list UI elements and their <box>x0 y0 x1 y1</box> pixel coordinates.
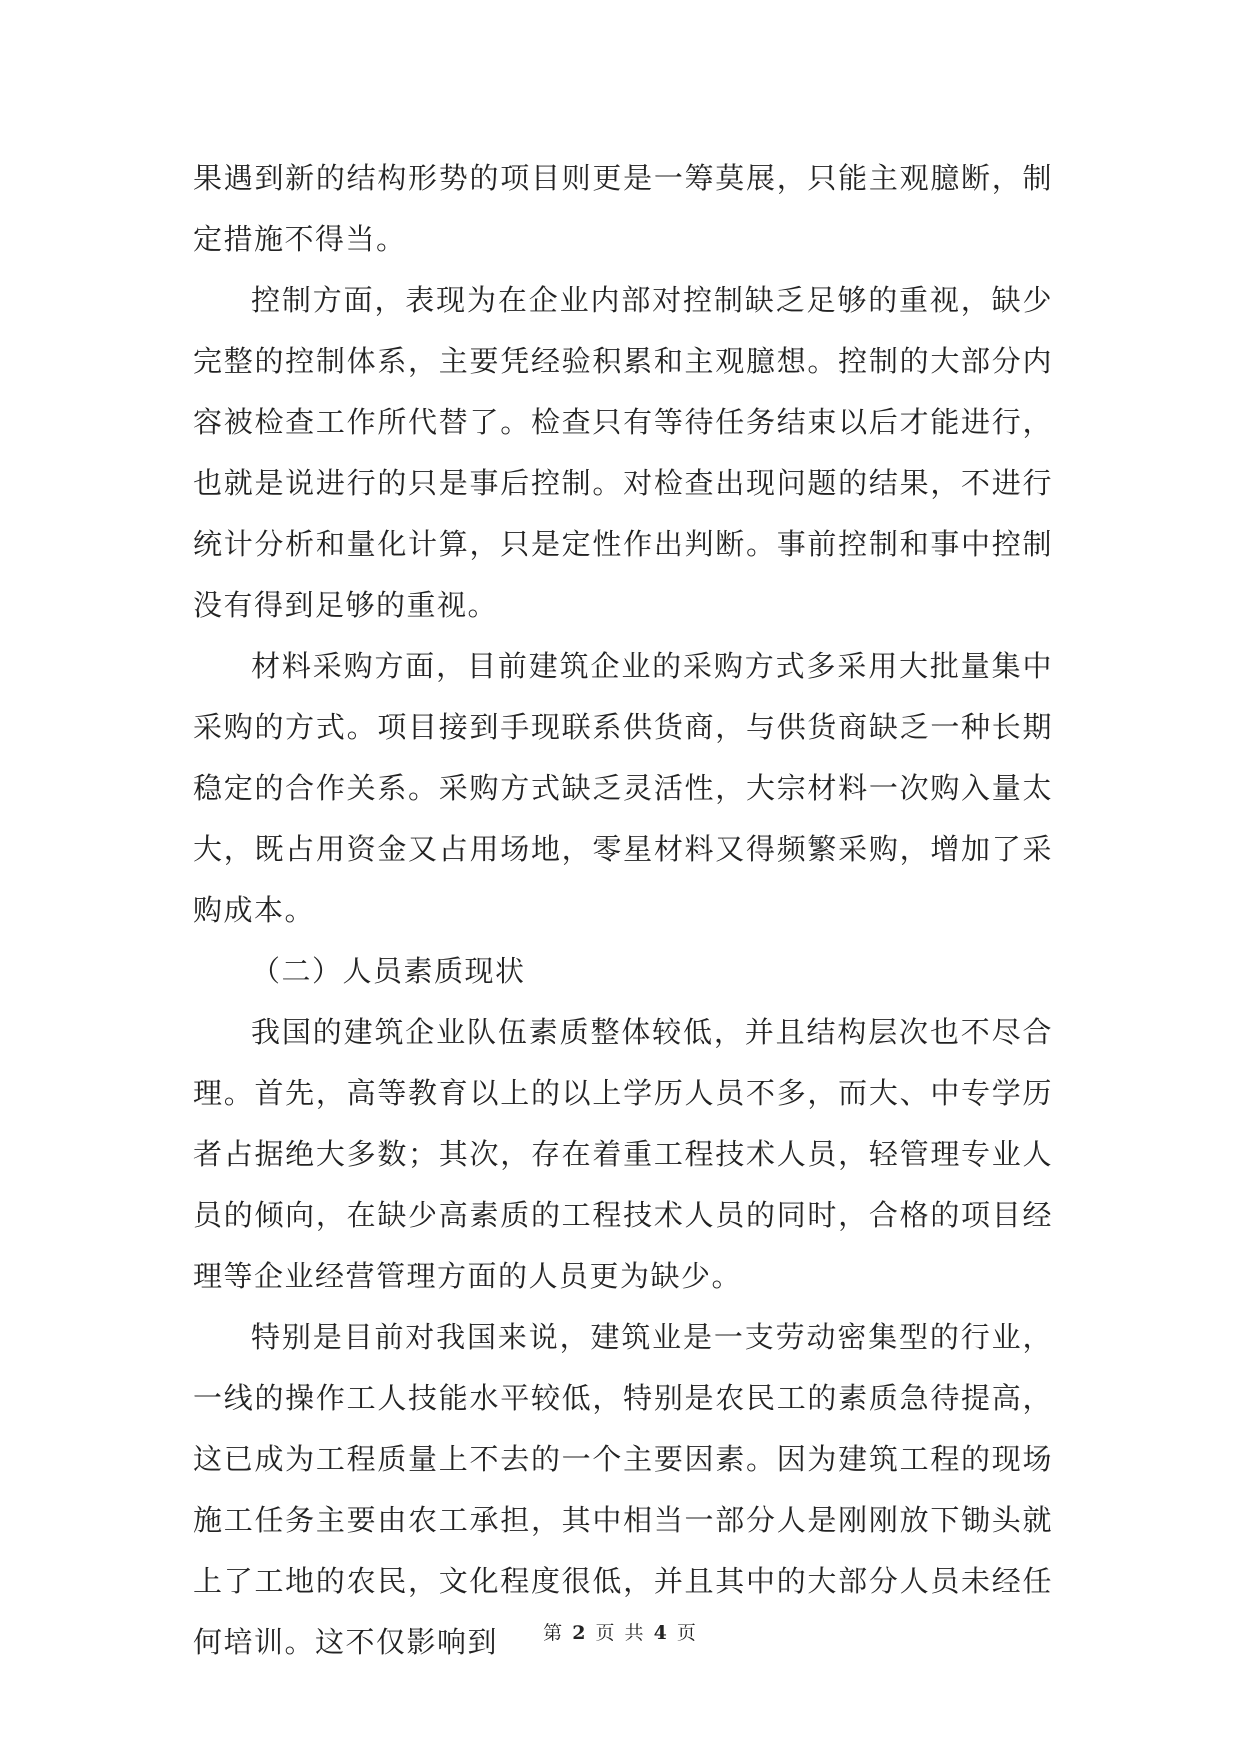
footer-middle: 页 共 <box>595 1622 646 1644</box>
document-body <box>193 148 1053 1673</box>
page-footer <box>0 1618 1241 1645</box>
footer-suffix: 页 <box>676 1622 698 1644</box>
footer-total-pages: 4 <box>653 1622 669 1644</box>
paragraph-workers: 特别是目前对我国来说，建筑业是一支劳动密集型的行业，一线的操作工人技能水平较低，特别是农民工的素质急待提高，这已成为工程质量上不去的一个主要因素。因为建筑工程的现场施工任务主要由农工承担，其中相当一部分人是刚刚放下锄头就上了工地的农民，文化程度很低，并且其中的大部分人员未经任何培训。这不仅影响到 <box>193 1320 1053 1659</box>
paragraph-material-purchasing: 材料采购方面，目前建筑企业的采购方式多采用大批量集中采购的方式。项目接到手现联系供货商，与供货商缺乏一种长期稳定的合作关系。采购方式缺乏灵活性，大宗材料一次购入量太大，既占用资金又占用场地，零星材料又得频繁采购，增加了采购成本。 <box>193 649 1053 927</box>
footer-prefix: 第 <box>543 1622 565 1644</box>
paragraph-control: 控制方面，表现为在企业内部对控制缺乏足够的重视，缺少完整的控制体系，主要凭经验积累和主观臆想。控制的大部分内容被检查工作所代替了。检查只有等待任务结束以后才能进行，也就是说进行的只是事后控制。对检查出现问题的结果，不进行统计分析和量化计算，只是定性作出判断。事前控制和事中控制没有得到足够的重视。 <box>193 283 1053 622</box>
footer-page-number: 2 <box>572 1622 588 1644</box>
paragraph-continuation: 果遇到新的结构形势的项目则更是一筹莫展，只能主观臆断，制定措施不得当。 <box>193 161 1053 256</box>
section-heading-personnel: （二）人员素质现状 <box>251 954 526 988</box>
paragraph-personnel-quality: 我国的建筑企业队伍素质整体较低，并且结构层次也不尽合理。首先，高等教育以上的以上学历人员不多，而大、中专学历者占据绝大多数；其次，存在着重工程技术人员，轻管理专业人员的倾向，在缺少高素质的工程技术人员的同时，合格的项目经理等企业经营管理方面的人员更为缺少。 <box>193 1015 1053 1293</box>
